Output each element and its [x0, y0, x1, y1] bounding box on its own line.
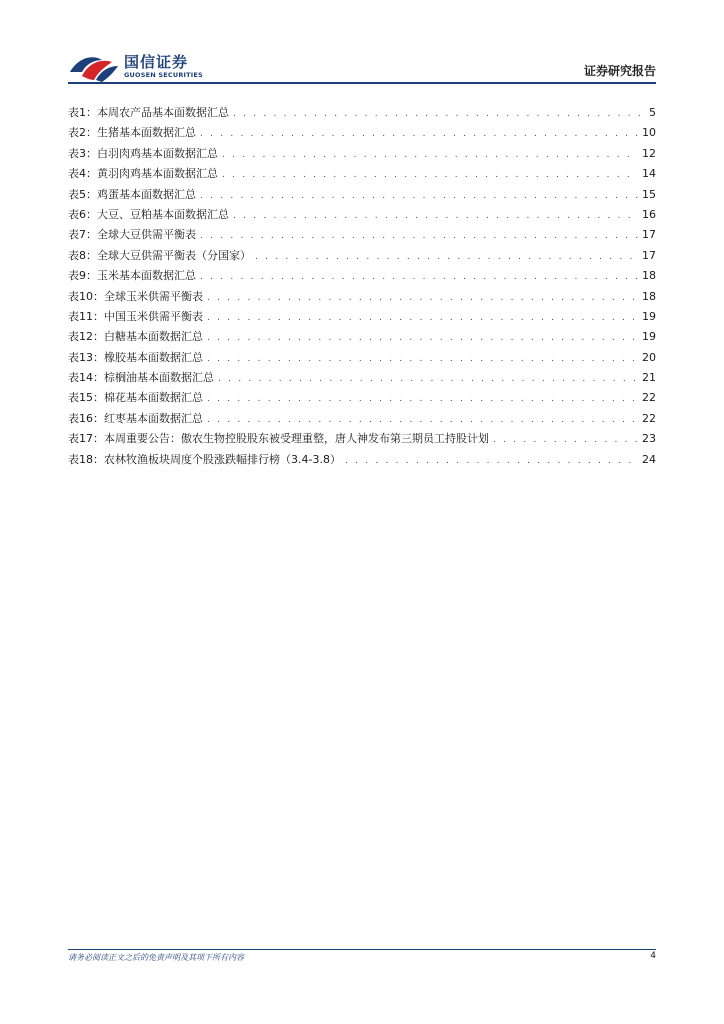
toc-entry-title: 橡胶基本面数据汇总	[104, 350, 203, 364]
toc-leader-dots	[233, 104, 640, 124]
toc-leader-dots	[233, 206, 638, 226]
toc-entry-label: 表2：	[68, 126, 97, 140]
toc-entry[interactable]	[68, 409, 656, 429]
toc-entry-title: 白羽肉鸡基本面数据汇总	[97, 146, 218, 160]
toc-entry-page: 12	[642, 146, 656, 160]
toc-entry-title: 玉米基本面数据汇总	[97, 269, 196, 283]
toc-entry[interactable]	[68, 266, 656, 286]
toc-entry-page: 17	[642, 228, 656, 242]
toc-entry-page: 22	[642, 411, 656, 425]
toc-entry-page: 10	[642, 126, 656, 140]
toc-entry[interactable]	[68, 164, 656, 184]
toc-entry-page: 23	[642, 432, 656, 446]
toc-entry-page: 20	[642, 350, 656, 364]
toc-entry-page: 14	[642, 167, 656, 181]
toc-entry-label: 表15：	[68, 391, 104, 405]
page-header	[68, 50, 656, 86]
toc-entry-label: 表18：	[68, 452, 104, 466]
toc-entry-title: 本周重要公告：傲农生物控股股东被受理重整，唐人神发布第三期员工持股计划	[104, 432, 489, 446]
toc-entry-label: 表4：	[68, 167, 97, 181]
toc-entry[interactable]	[68, 307, 656, 327]
toc-entry-label: 表6：	[68, 207, 97, 221]
toc-entry-title: 全球大豆供需平衡表	[97, 228, 196, 242]
toc-entry[interactable]	[68, 123, 656, 143]
toc-entry-title: 农林牧渔板块周度个股涨跌幅排行榜（3.4-3.8）	[104, 452, 341, 466]
guosen-logo-icon	[68, 50, 120, 84]
toc-entry[interactable]	[68, 185, 656, 205]
toc-leader-dots	[207, 410, 638, 430]
toc-entry-label: 表17：	[68, 432, 104, 446]
toc-entry-title: 棕榈油基本面数据汇总	[104, 371, 214, 385]
logo-english-name: GUOSEN SECURITIES	[124, 71, 203, 79]
toc-entry-page: 19	[642, 309, 656, 323]
toc-entry-page: 18	[642, 269, 656, 283]
toc-entry[interactable]	[68, 225, 656, 245]
toc-entry-page: 16	[642, 207, 656, 221]
toc-leader-dots	[200, 226, 638, 246]
toc-leader-dots	[255, 247, 638, 267]
toc-entry-title: 白糖基本面数据汇总	[104, 330, 203, 344]
toc-entry[interactable]	[68, 450, 656, 470]
toc-entry[interactable]	[68, 246, 656, 266]
toc-entry[interactable]	[68, 429, 656, 449]
toc-leader-dots	[207, 389, 638, 409]
toc-entry-label: 表13：	[68, 350, 104, 364]
toc-entry-page: 17	[642, 248, 656, 262]
toc-entry-label: 表8：	[68, 248, 97, 262]
toc-entry[interactable]	[68, 287, 656, 307]
toc-entry-label: 表5：	[68, 187, 97, 201]
report-type-label: 证券研究报告	[583, 64, 656, 78]
toc-leader-dots	[222, 145, 638, 165]
toc-entry-title: 全球玉米供需平衡表	[104, 289, 203, 303]
toc-leader-dots	[207, 308, 638, 328]
toc-entry-page: 15	[642, 187, 656, 201]
company-logo	[68, 50, 203, 84]
toc-entry[interactable]	[68, 368, 656, 388]
toc-entry-label: 表11：	[68, 309, 104, 323]
toc-entry-title: 红枣基本面数据汇总	[104, 411, 203, 425]
footer-divider	[68, 949, 656, 950]
toc-entry-page: 18	[642, 289, 656, 303]
toc-entry-label: 表1：	[68, 106, 97, 119]
toc-leader-dots	[207, 288, 638, 308]
logo-chinese-name: 国信证券	[124, 53, 189, 71]
toc-entry-title: 全球大豆供需平衡表（分国家）	[97, 248, 251, 262]
toc-entry-title: 本周农产品基本面数据汇总	[97, 106, 229, 119]
toc-entry-label: 表10：	[68, 289, 104, 303]
toc-entry-title: 中国玉米供需平衡表	[104, 309, 203, 323]
toc-entry-label: 表12：	[68, 330, 104, 344]
toc-entry-label: 表14：	[68, 371, 104, 385]
toc-leader-dots	[200, 267, 638, 287]
header-divider	[68, 82, 656, 84]
toc-entry-page: 24	[642, 452, 656, 466]
toc-entry-title: 鸡蛋基本面数据汇总	[97, 187, 196, 201]
toc-leader-dots	[207, 328, 638, 348]
toc-entry-title: 大豆、豆粕基本面数据汇总	[97, 207, 229, 221]
toc-leader-dots	[345, 451, 638, 471]
toc-entry-page: 21	[642, 371, 656, 385]
toc-entry[interactable]	[68, 144, 656, 164]
toc-entry[interactable]	[68, 205, 656, 225]
toc-leader-dots	[493, 430, 638, 450]
page-number: 4	[650, 951, 656, 961]
toc-entry[interactable]	[68, 327, 656, 347]
toc-leader-dots	[218, 369, 638, 389]
toc-entry-page: 5	[649, 106, 656, 119]
toc-entry[interactable]	[68, 103, 656, 123]
toc-leader-dots	[222, 165, 638, 185]
disclaimer-note: 请务必阅读正文之后的免责声明及其项下所有内容	[68, 953, 244, 962]
table-of-figures	[68, 103, 656, 470]
toc-leader-dots	[200, 124, 638, 144]
toc-leader-dots	[200, 186, 638, 206]
toc-leader-dots	[207, 349, 638, 369]
toc-entry-label: 表3：	[68, 146, 97, 160]
toc-entry-title: 生猪基本面数据汇总	[97, 126, 196, 140]
toc-entry-label: 表16：	[68, 411, 104, 425]
toc-entry-label: 表7：	[68, 228, 97, 242]
toc-entry-page: 19	[642, 330, 656, 344]
toc-entry-title: 黄羽肉鸡基本面数据汇总	[97, 167, 218, 181]
toc-entry-page: 22	[642, 391, 656, 405]
toc-entry-title: 棉花基本面数据汇总	[104, 391, 203, 405]
toc-entry[interactable]	[68, 388, 656, 408]
toc-entry[interactable]	[68, 348, 656, 368]
toc-entry-label: 表9：	[68, 269, 97, 283]
